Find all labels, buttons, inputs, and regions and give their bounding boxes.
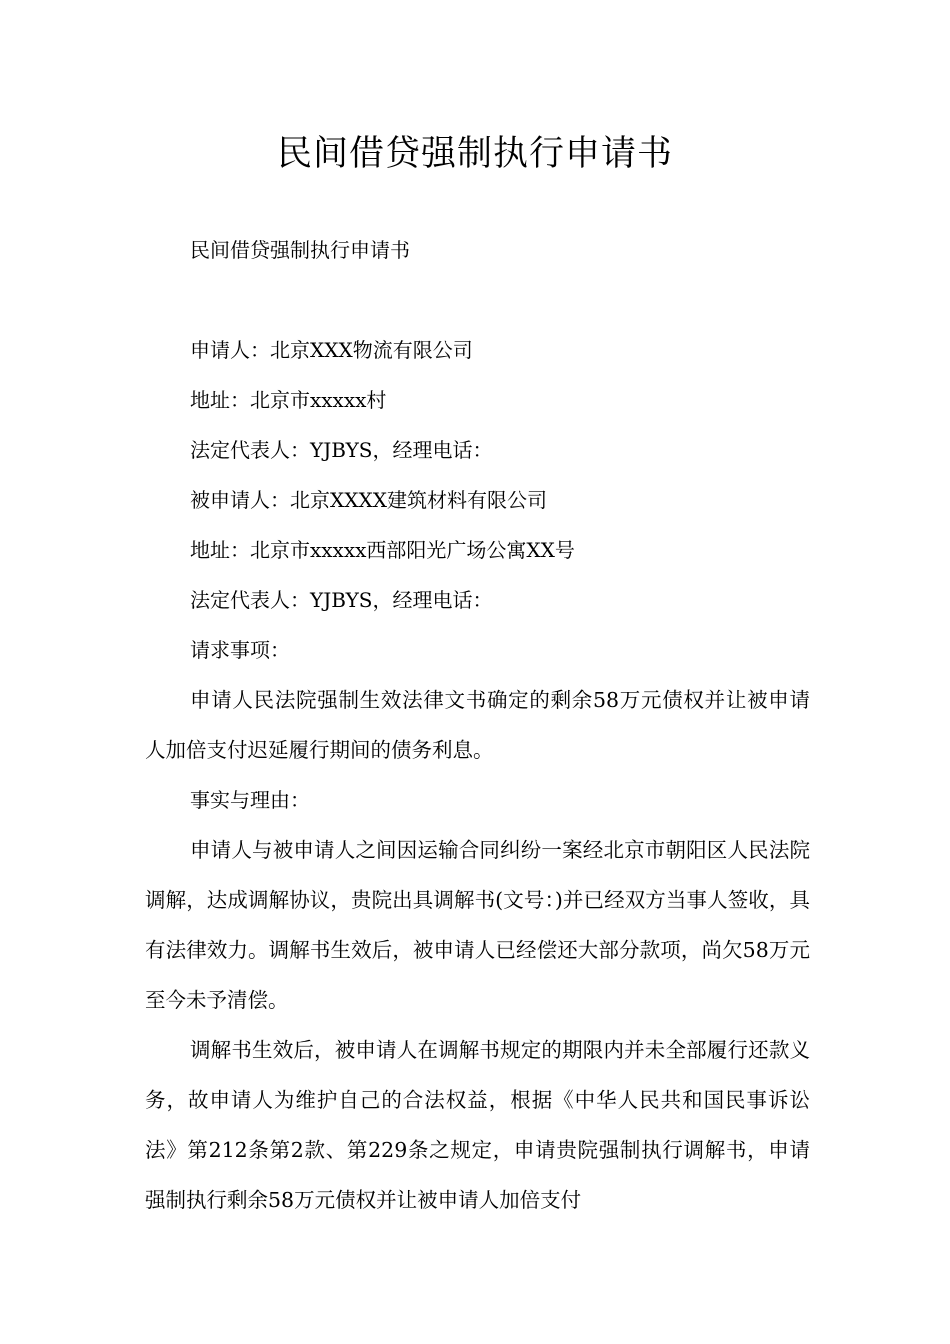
document-subtitle: 民间借贷强制执行申请书 <box>190 238 410 262</box>
applicant-line: 申请人：北京XXX物流有限公司 <box>190 338 473 362</box>
respondent-address-line: 地址：北京市xxxxx西部阳光广场公寓XX号 <box>190 538 575 562</box>
respondent-representative-line: 法定代表人：YJBYS，经理电话： <box>190 588 493 612</box>
facts-heading: 事实与理由： <box>190 788 310 812</box>
facts-paragraph-2: 调解书生效后，被申请人在调解书规定的期限内并未全部履行还款义务，故申请人为维护自己的合法权益，根据《中华人民共和国民事诉讼法》第212条第2款、第229条之规定，申请贵院强制执行调解书，申请强制执行剩余58万元债权并让被申请人加倍支付 <box>145 1038 810 1212</box>
claims-heading: 请求事项： <box>190 638 290 662</box>
facts-paragraph-1: 申请人与被申请人之间因运输合同纠纷一案经北京市朝阳区人民法院调解，达成调解协议，贵院出具调解书(文号：)并已经双方当事人签收，具有法律效力。调解书生效后，被申请人已经偿还大部分款项，尚欠58万元至今未予清偿。 <box>145 838 810 1012</box>
document-title: 民间借贷强制执行申请书 <box>276 134 673 174</box>
claims-paragraph: 申请人民法院强制生效法律文书确定的剩余58万元债权并让被申请人加倍支付迟延履行期间的债务利息。 <box>145 688 810 762</box>
respondent-line: 被申请人：北京XXXX建筑材料有限公司 <box>190 488 547 512</box>
applicant-address-line: 地址：北京市xxxxx村 <box>190 388 387 412</box>
applicant-representative-line: 法定代表人：YJBYS，经理电话： <box>190 438 493 462</box>
